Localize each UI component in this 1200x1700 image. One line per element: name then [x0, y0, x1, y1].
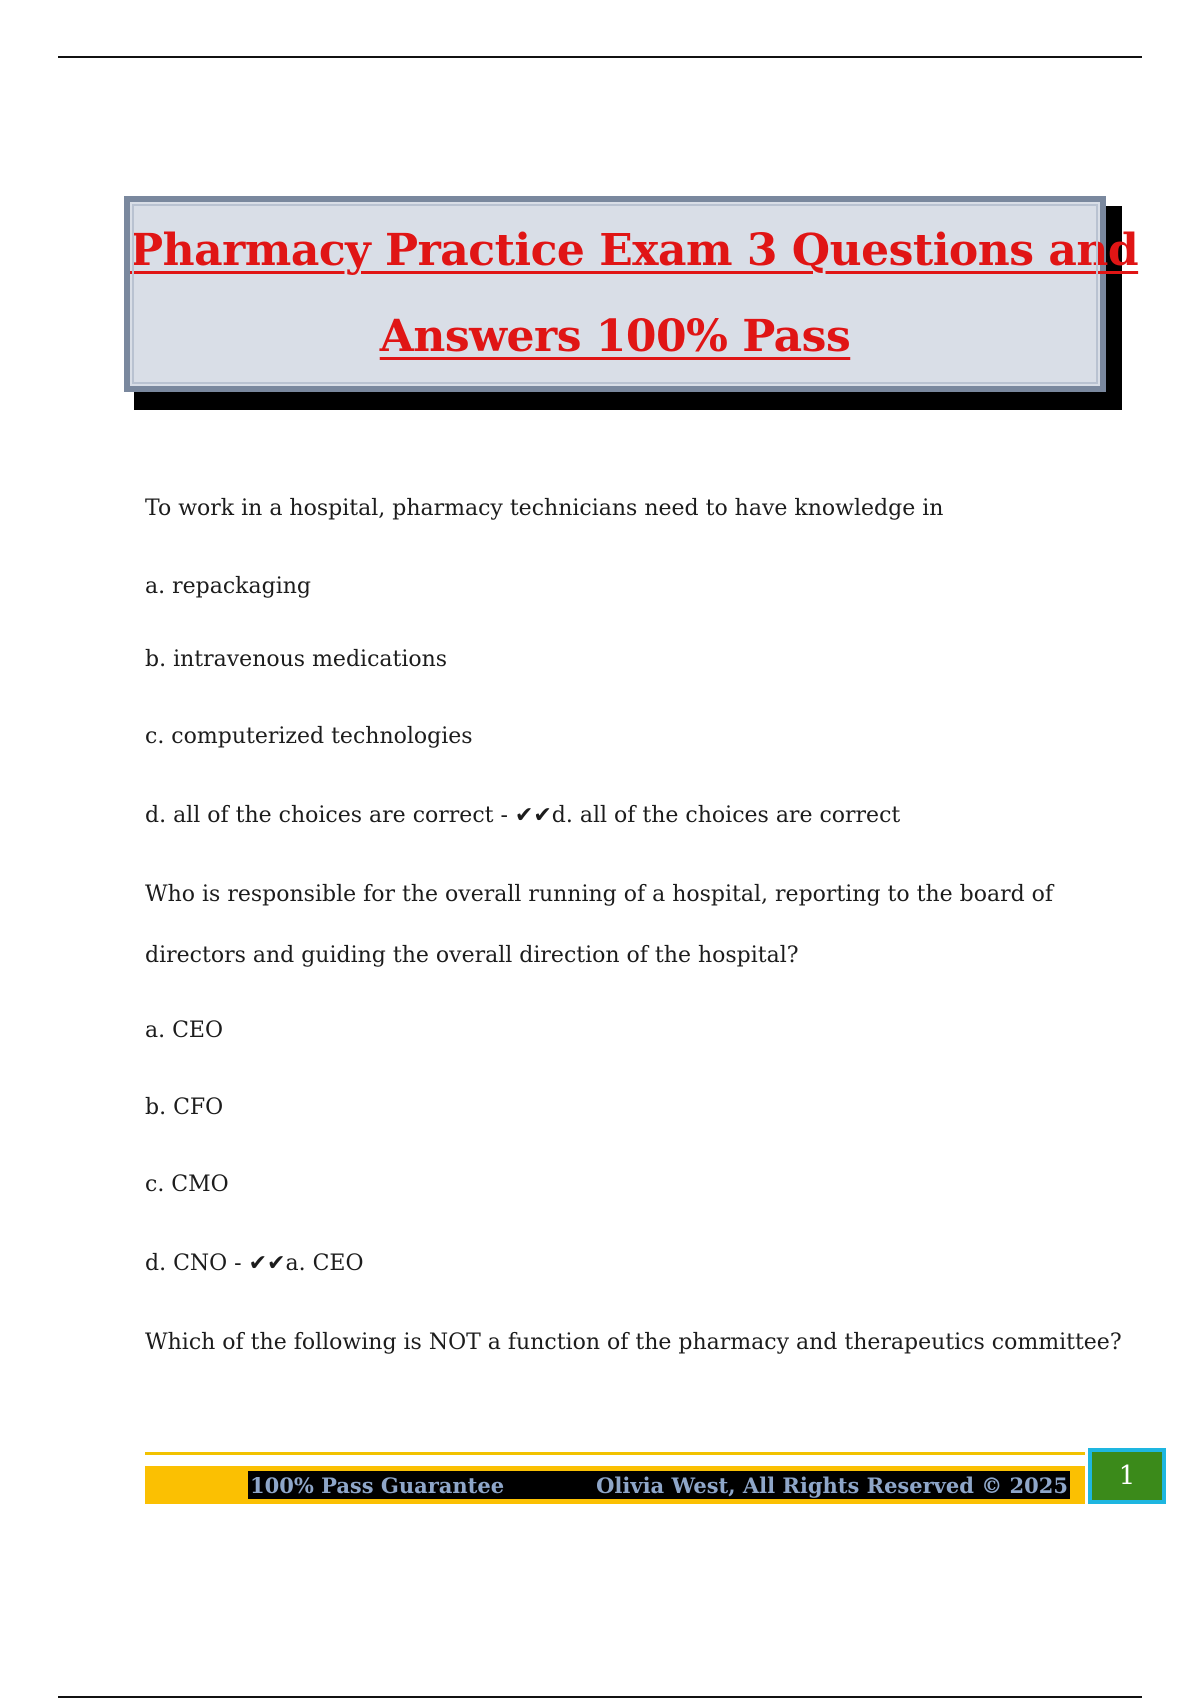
question-2-option-a: a. CEO [145, 1018, 224, 1043]
question-1-text: To work in a hospital, pharmacy technicians need to have knowledge in [145, 496, 944, 521]
question-1-option-d-answer: d. all of the choices are correct - ✔✔d. all of the choices are correct [145, 803, 901, 828]
question-2-text-line-2: directors and guiding the overall direction of the hospital? [145, 943, 799, 968]
question-1-option-c: c. computerized technologies [145, 724, 473, 749]
question-2-option-d-answer: d. CNO - ✔✔a. CEO [145, 1251, 364, 1276]
footer-guarantee-text: 100% Pass Guarantee [250, 1472, 505, 1498]
question-1-option-a: a. repackaging [145, 574, 311, 599]
page-number-box [1088, 1448, 1166, 1504]
footer-copyright-text: Olivia West, All Rights Reserved © 2025 [596, 1472, 1068, 1498]
document-title-line-1: Pharmacy Practice Exam 3 Questions and [130, 225, 1139, 276]
page-number: 1 [1118, 1461, 1136, 1491]
question-1-option-b: b. intravenous medications [145, 647, 448, 672]
question-2-option-b: b. CFO [145, 1095, 224, 1120]
footer-label-strip [248, 1471, 1070, 1499]
footer-top-line [145, 1452, 1085, 1455]
title-box [124, 196, 1139, 392]
bottom-rule [58, 1696, 1142, 1698]
question-3-text: Which of the following is NOT a function of the pharmacy and therapeutics committee? [145, 1330, 1122, 1355]
top-rule [58, 56, 1142, 58]
question-2-text-line-1: Who is responsible for the overall running of a hospital, reporting to the board of [145, 882, 1054, 907]
question-2-option-c: c. CMO [145, 1172, 229, 1197]
document-title-line-2: Answers 100% Pass [379, 311, 851, 362]
